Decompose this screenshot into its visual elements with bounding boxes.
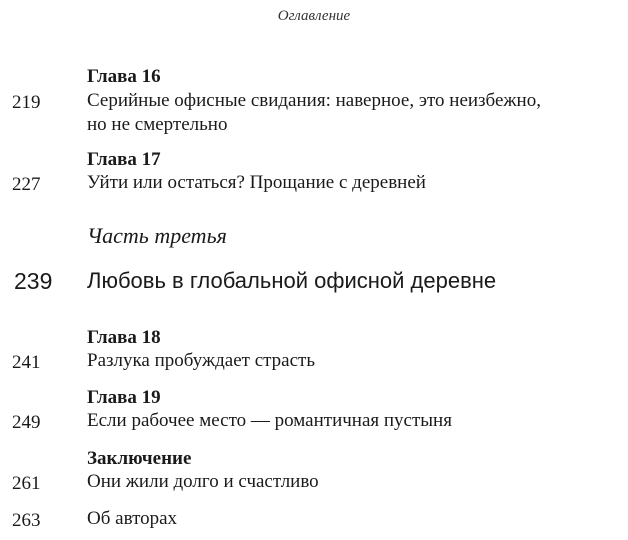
page-number: 263	[12, 510, 41, 531]
chapter-title-line: но не смертельно	[87, 114, 228, 135]
chapter-heading: Глава 16	[87, 66, 161, 87]
about-authors-title: Об авторах	[87, 508, 178, 529]
chapter-heading: Глава 18	[87, 327, 161, 348]
conclusion-heading: Заключение	[87, 448, 192, 469]
chapter-title-line: Серийные офисные свидания: наверное, это неизбежно,	[87, 90, 541, 111]
chapter-title: Уйти или остаться? Прощание с деревней	[87, 172, 426, 193]
part-title: Любовь в глобальной офисной деревне	[87, 268, 497, 293]
part-page-number: 239	[14, 268, 53, 294]
chapter-heading: Глава 19	[87, 387, 161, 408]
part-label: Часть третья	[87, 223, 227, 248]
page-number: 261	[12, 473, 41, 494]
chapter-title: Разлука пробуждает страсть	[87, 350, 315, 371]
chapter-title	[87, 89, 541, 137]
chapter-title: Если рабочее место — романтичная пустыня	[87, 410, 452, 431]
chapter-title: Они жили долго и счастливо	[87, 471, 319, 492]
page-number: 219	[12, 92, 41, 113]
running-head: Оглавление	[277, 8, 351, 24]
page-number: 227	[12, 174, 41, 195]
page-number: 249	[12, 412, 41, 433]
chapter-heading: Глава 17	[87, 149, 161, 170]
page-number: 241	[12, 352, 41, 373]
